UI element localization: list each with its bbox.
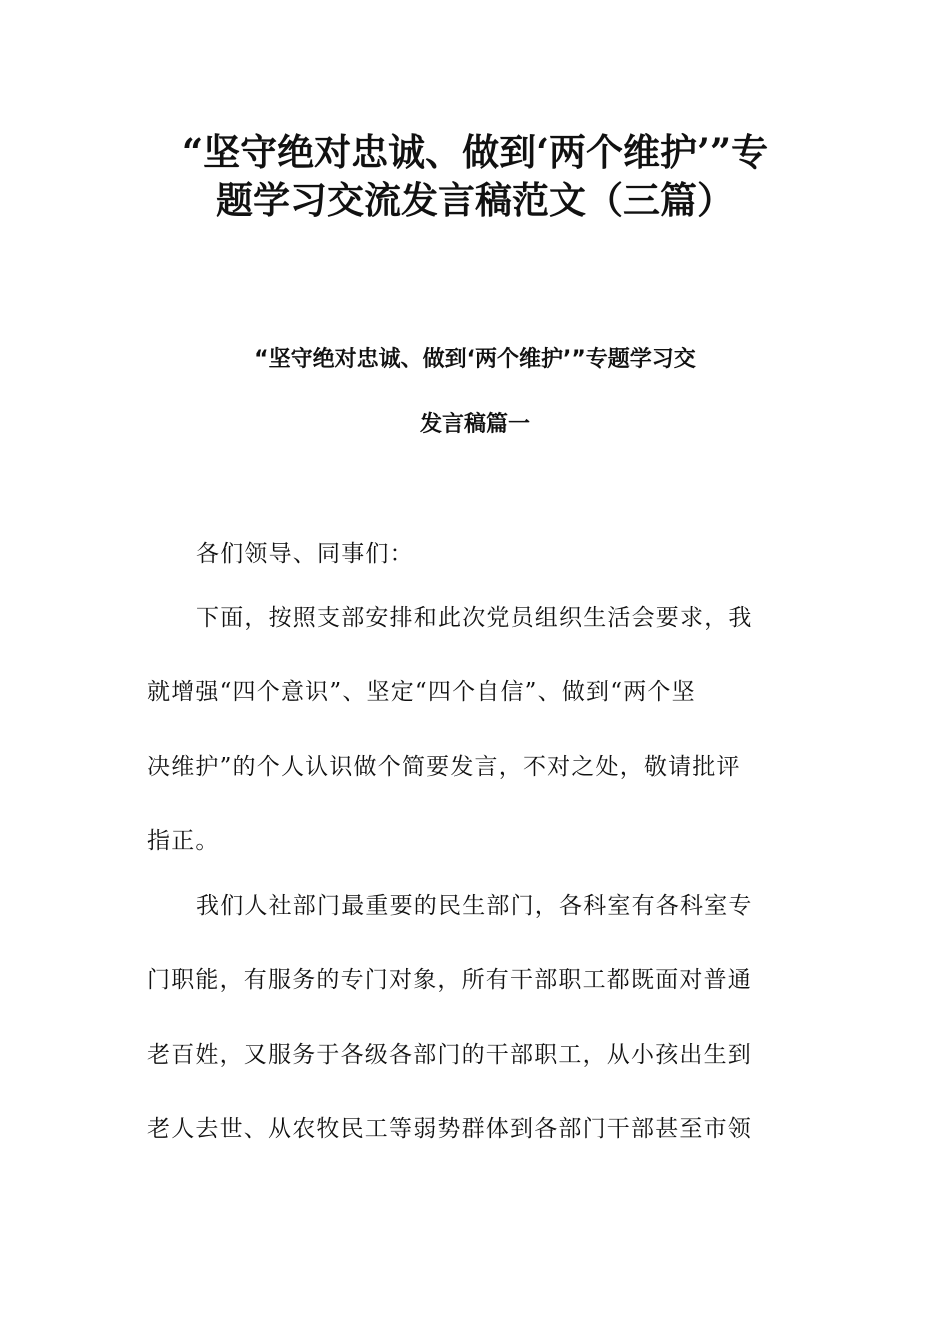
main-title-line-2: 题学习交流发言稿范文（三篇）	[216, 178, 734, 222]
body-line-5: 我们人社部门最重要的民生部门，各科室有各科室专	[196, 893, 753, 919]
section-title-line-2: 发言稿篇一	[419, 412, 530, 437]
body-line-2: 就增强“四个意识”、坚定“四个自信”、做到“两个坚	[147, 679, 696, 705]
body-line-8: 老人去世、从农牧民工等弱势群体到各部门干部甚至市领	[147, 1116, 752, 1142]
section-title-line-1: “坚守绝对忠诚、做到‘两个维护’”专题学习交	[254, 347, 696, 372]
salutation: 各们领导、同事们：	[196, 541, 414, 567]
body-line-4: 指正。	[147, 828, 220, 854]
body-line-6: 门职能，有服务的专门对象，所有干部职工都既面对普通	[147, 967, 752, 993]
body-line-7: 老百姓，又服务于各级各部门的干部职工，从小孩出生到	[147, 1042, 752, 1068]
main-title-line-1: “坚守绝对忠诚、做到‘两个维护’”专	[181, 130, 769, 174]
body-line-3: 决维护”的个人认识做个简要发言，不对之处，敬请批评	[147, 754, 741, 780]
body-line-1: 下面，按照支部安排和此次党员组织生活会要求，我	[196, 605, 753, 631]
